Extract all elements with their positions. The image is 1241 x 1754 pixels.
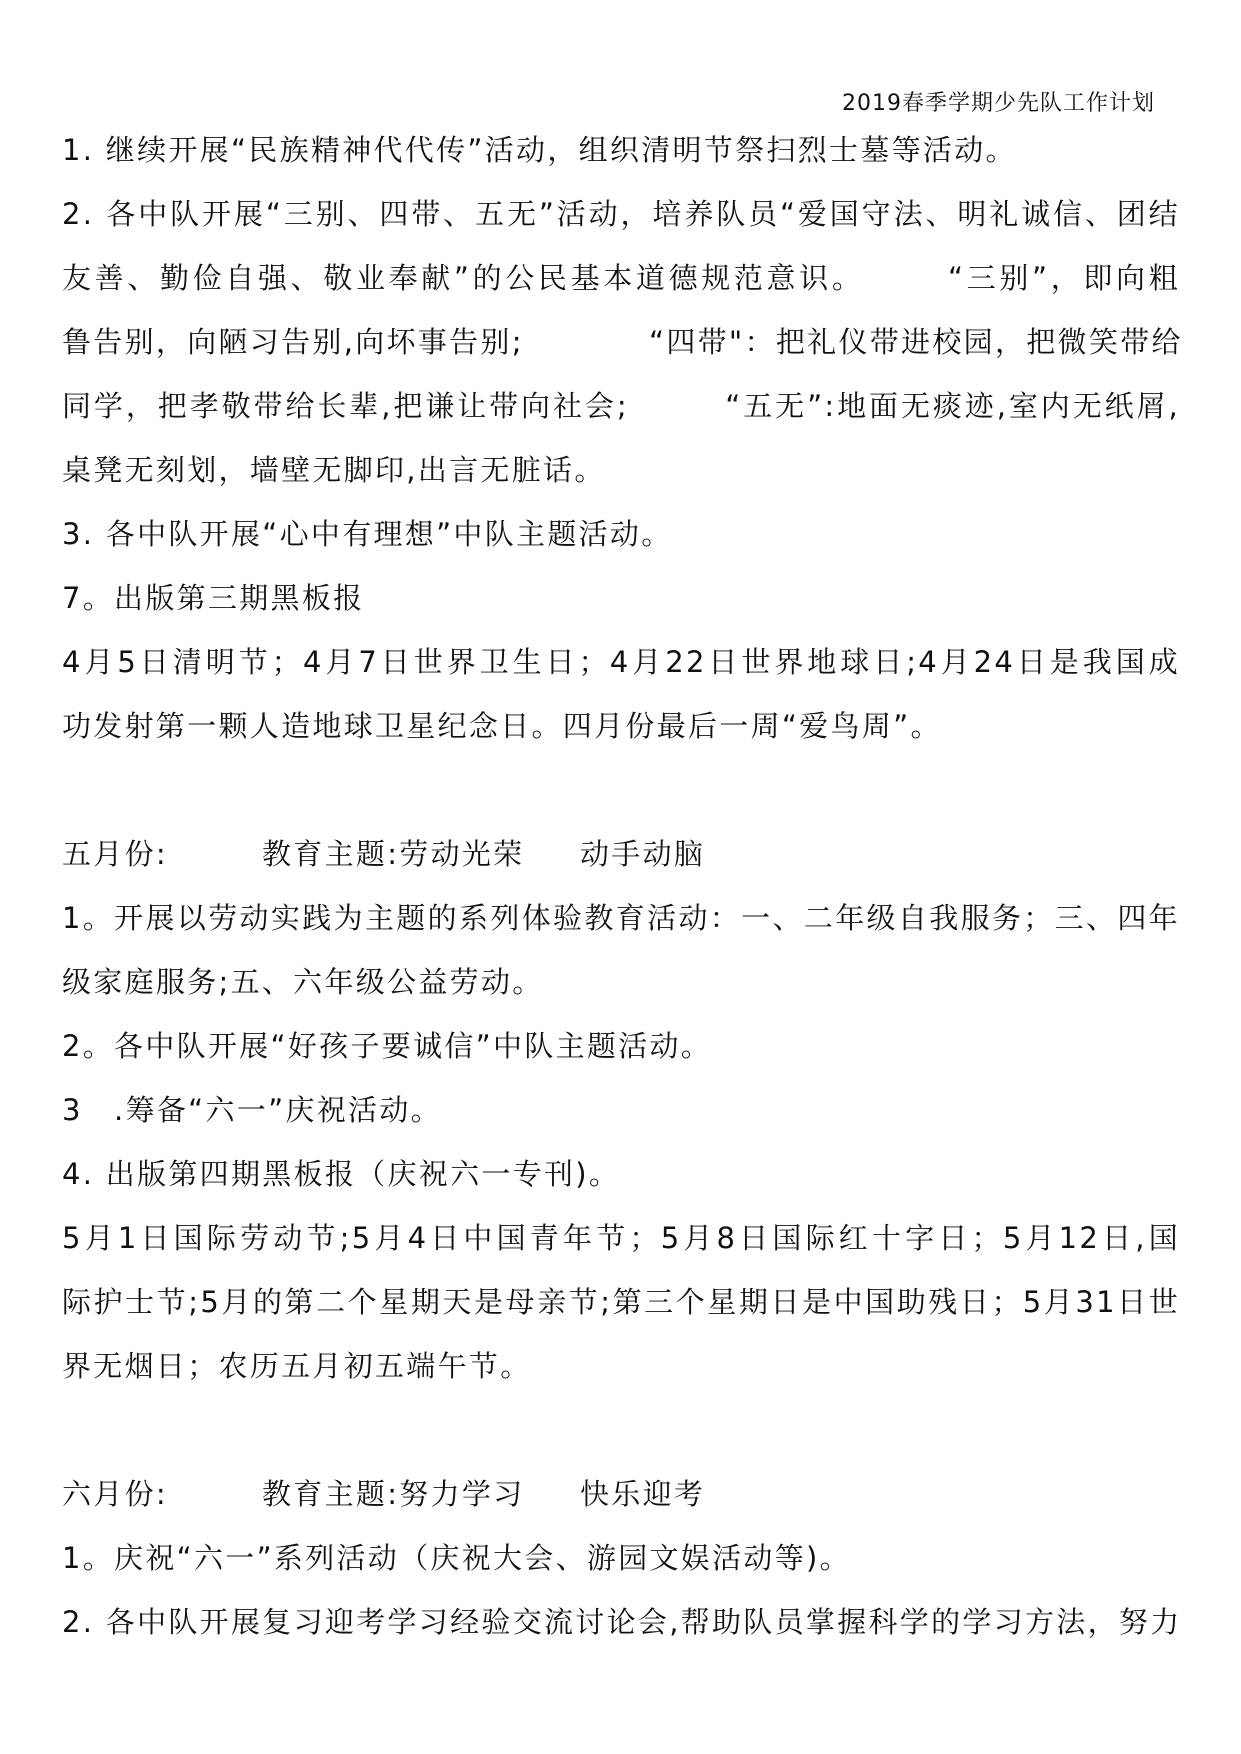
may-item-2: 2。各中队开展“好孩子要诚信”中队主题活动。 (62, 1029, 713, 1063)
may-item-1 (62, 886, 1180, 1014)
may-theme: 教育主题:劳动光荣 (262, 837, 525, 871)
paragraph-line: 5月1日国际劳动节;5月4日中国青年节；5月8日国际红十字日；5月12日,国 (62, 1221, 1180, 1255)
june-item-2: 2. 各中队开展复习迎考学习经验交流讨论会,帮助队员掌握科学的学习方法，努力 (62, 1605, 1182, 1639)
may-month-label: 五月份: (62, 837, 168, 871)
paragraph-line: 界无烟日；农历五月初五端午节。 (62, 1349, 532, 1383)
section-spacer (62, 758, 1180, 822)
april-dates (62, 630, 1180, 758)
may-subtheme: 动手动脑 (580, 837, 706, 871)
may-item-3: 3 .筹备“六一”庆祝活动。 (62, 1093, 442, 1127)
may-item-4: 4. 出版第四期黑板报（庆祝六一专刊)。 (62, 1157, 621, 1191)
paragraph-line: 4月5日清明节；4月7日世界卫生日；4月22日世界地球日;4月24日是我国成 (62, 645, 1180, 679)
may-heading (62, 822, 1180, 886)
paragraph-line: 同学，把孝敬带给长辈,把谦让带向社会; “五无”:地面无痰迹,室内无纸屑, (62, 389, 1180, 423)
paragraph-line: 友善、勤俭自强、敬业奉献”的公民基本道德规范意识。 “三别”，即向粗 (62, 261, 1180, 295)
paragraph-line: 功发射第一颗人造地球卫星纪念日。四月份最后一周“爱鸟周”。 (62, 709, 942, 743)
paragraph-line: 级家庭服务;五、六年级公益劳动。 (62, 965, 544, 999)
june-theme: 教育主题:努力学习 (262, 1477, 525, 1511)
june-heading (62, 1462, 1180, 1526)
document-body (62, 118, 1183, 1654)
june-item-1: 1。庆祝“六一”系列活动（庆祝大会、游园文娱活动等)。 (62, 1541, 851, 1575)
section-spacer (62, 1398, 1180, 1462)
april-item-7: 7。出版第三期黑板报 (62, 581, 365, 615)
paragraph-line: 桌凳无刻划，墙壁无脚印,出言无脏话。 (62, 453, 606, 487)
paragraph-line: 2. 各中队开展“三别、四带、五无”活动，培养队员“爱国守法、明礼诚信、团结 (62, 197, 1180, 231)
may-dates (62, 1206, 1180, 1398)
paragraph-line: 鲁告别，向陋习告别,向坏事告别; “四带"：把礼仪带进校园，把微笑带给 (62, 325, 1183, 359)
june-subtheme: 快乐迎考 (580, 1477, 706, 1511)
april-item-1: 1. 继续开展“民族精神代代传”活动，组织清明节祭扫烈士墓等活动。 (62, 133, 1017, 167)
april-item-3: 3. 各中队开展“心中有理想”中队主题活动。 (62, 517, 673, 551)
june-month-label: 六月份: (62, 1477, 168, 1511)
paragraph-line: 际护士节;5月的第二个星期天是母亲节;第三个星期日是中国助残日；5月31日世 (62, 1285, 1180, 1319)
april-item-2 (62, 182, 1183, 502)
paragraph-line: 1。开展以劳动实践为主题的系列体验教育活动：一、二年级自我服务；三、四年 (62, 901, 1180, 935)
page-header-title: 2019春季学期少先队工作计划 (842, 91, 1155, 116)
